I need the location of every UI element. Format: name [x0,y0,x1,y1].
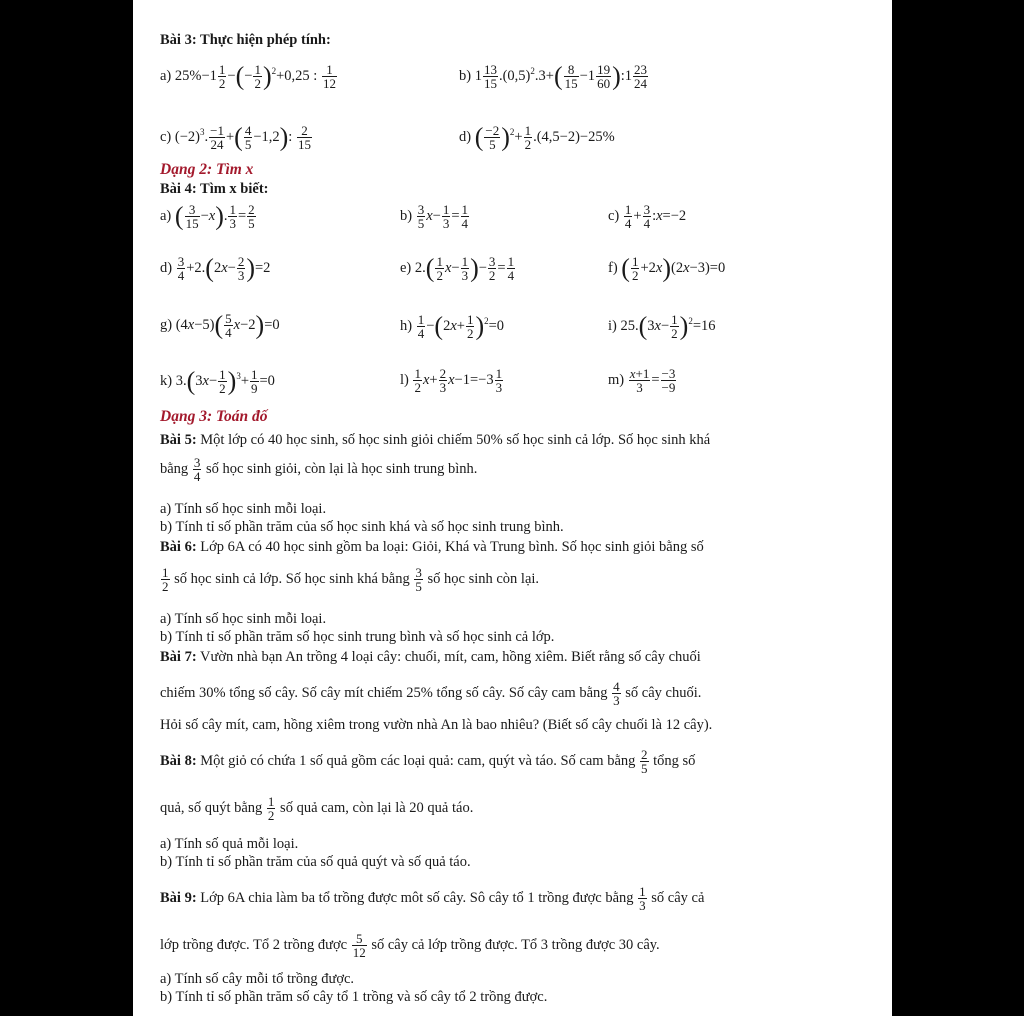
b3-b: b) 1 $\frac{13}{15}$ $.(0,5)^2.3+$( $\frac{8}{15}$ −1 $\frac{19}{60}$ ):1 $\frac{23}{24}$ [459,61,648,91]
b6-line2: $\frac{1}{2}$ số học sinh cả lớp. Số học sinh khá bằng $\frac{3}{5}$ số học sinh còn lại. [162,565,540,594]
b8-qa: a) Tính số quả mỗi loại. [160,836,299,852]
b3-title: Bài 3: Thực hiện phép tính: [160,32,331,48]
b7-line3: Hỏi số cây mít, cam, hồng xiêm trong vườn nhà An là bao nhiêu? (Biết số cây chuối là 12 cây). [160,717,713,733]
b4-b: b) $\frac{3}{5}$ x− $\frac{1}{3}$ = $\frac{1}{4}$ [400,202,469,231]
b4-d: d) $\frac{3}{4}$ +2.(2x− $\frac{2}{3}$ )=2 [160,253,271,283]
b9-qb: b) Tính tỉ số phần trăm số cây tổ 1 trồng và số cây tổ 2 trồng được. [160,989,548,1005]
b6-qa: a) Tính số học sinh mỗi loại. [160,611,327,627]
b5-line2: bằng $\frac{3}{4}$ số học sinh giỏi, còn lại là học sinh trung bình. [160,455,478,484]
b4-a: a) ( $\frac{3}{15}$ −x). $\frac{1}{3}$ = $\frac{2}{5}$ [160,201,255,231]
b4-c: c) $\frac{1}{4}$ + $\frac{3}{4}$ :x=−2 [608,202,687,231]
b5-qa: a) Tính số học sinh mỗi loại. [160,501,327,517]
b4-l: l) $\frac{1}{2}$ x+ $\frac{2}{3}$ x−1=−3 $\frac{1}{3}$ [400,366,503,395]
b4-h: h) $\frac{1}{4}$ −(2x+ $\frac{1}{2}$ )$^2$=0 [400,311,505,341]
b8-line1: Bài 8: Một giỏ có chứa 1 số quả gồm các loại quả: cam, quýt và táo. Số cam bằng $\frac{2}{5}$ tổng số [160,747,696,776]
b3-c: c) $(-2)^3$. $\frac{-1}{24}$ +( $\frac{4}{5}$ −1,2): $\frac{2}{15}$ [160,122,311,152]
b8-qb: b) Tính tỉ số phần trăm của số quả quýt và số quả táo. [160,854,471,870]
b4-e: e) 2.( $\frac{1}{2}$ x− $\frac{1}{3}$ )− $\frac{3}{2}$ = $\frac{1}{4}$ [400,253,515,283]
b4-k: k) 3.(3x− $\frac{1}{2}$ )$^3$+ $\frac{1}{9}$ =0 [160,366,275,396]
b4-m: m) $\frac{x+1}{3}$ = $\frac{-3}{-9}$ [608,366,676,395]
b6-qb: b) Tính tỉ số phần trăm số học sinh trung bình và số học sinh cả lớp. [160,629,555,645]
b4-i: i) 25.(3x− $\frac{1}{2}$ )$^2$=16 [608,311,716,341]
b3-d: d) ( $\frac{-2}{5}$ )$^2$+ $\frac{1}{2}$ .(4,5−2)−25% [459,122,615,152]
section-dang2: Dạng 2: Tìm x [160,161,254,178]
b5-line1: Bài 5: Một lớp có 40 học sinh, số học sinh giỏi chiếm 50% số học sinh cả lớp. Số học sinh khá [160,432,711,448]
b6-line1: Bài 6: Lớp 6A có 40 học sinh gồm ba loại: Giỏi, Khá và Trung bình. Số học sinh giỏi bằng số [160,539,704,555]
b4-f: f) ( $\frac{1}{2}$ +2x)(2x−3)=0 [608,253,726,283]
b8-line2: quả, số quýt bằng $\frac{1}{2}$ số quả cam, còn lại là 20 quả táo. [160,794,474,823]
b7-line2: chiếm 30% tổng số cây. Số cây mít chiếm 25% tổng số cây. Số cây cam bằng $\frac{4}{3}$ số cây chuối. [160,679,702,708]
b7-line1: Bài 7: Vườn nhà bạn An trồng 4 loại cây: chuối, mít, cam, hồng xiêm. Biết rằng số cây chuối [160,649,701,665]
b9-qa: a) Tính số cây mỗi tổ trồng được. [160,971,355,987]
b9-line1: Bài 9: Lớp 6A chia làm ba tổ trồng được môt số cây. Sô cây tổ 1 trồng được bằng $\frac{1}{3}$ số cây cả [160,884,705,913]
b5-qb: b) Tính tỉ số phần trăm của số học sinh khá và số học sinh trung bình. [160,519,564,535]
section-dang3: Dạng 3: Toán đố [160,408,268,425]
b3-a: a) 25%−1 $\frac{1}{2}$ −(− $\frac{1}{2}$ )$^2$+0,25 : $\frac{1}{12}$ [160,61,336,91]
b9-line2: lớp trồng được. Tổ 2 trồng được $\frac{5}{12}$ số cây cả lớp trồng được. Tổ 3 trồng được 30 cây. [160,931,660,960]
b4-g: g) (4x−5)( $\frac{5}{4}$ x−2)=0 [160,310,280,340]
b4-title: Bài 4: Tìm x biết: [160,181,269,197]
worksheet-page [133,0,892,1016]
